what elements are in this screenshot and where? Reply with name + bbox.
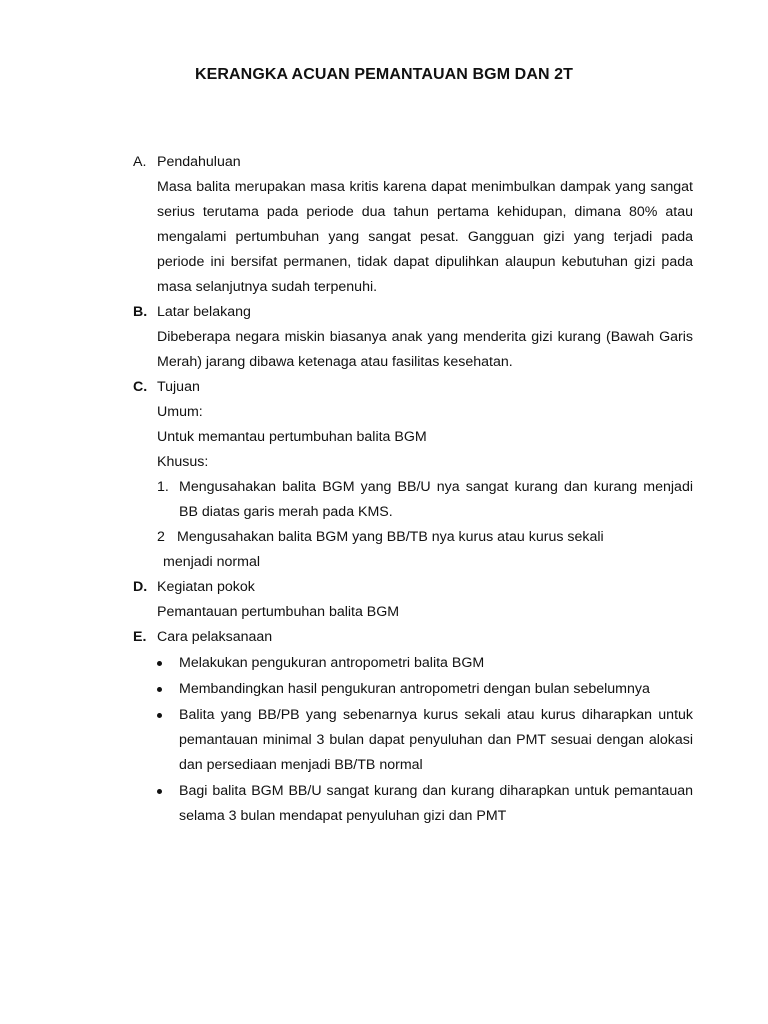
section-kegiatan-pokok xyxy=(133,575,693,625)
bullet-item xyxy=(133,677,693,702)
section-letter: E. xyxy=(133,629,147,645)
bullet-item xyxy=(133,779,693,829)
list-text: Mengusahakan balita BGM yang BB/U nya sangat kurang dan kurang menjadi BB diatas garis merah pada KMS. xyxy=(179,479,693,520)
bullet-text: Bagi balita BGM BB/U sangat kurang dan kurang diharapkan untuk pemantauan selama 3 bulan mendapat penyuluhan gizi dan PMT xyxy=(179,783,693,824)
section-paragraph: Masa balita merupakan masa kritis karena dapat menimbulkan dampak yang sangat serius terutama pada periode dua tahun pertama kehidupan, dimana 80% atau mengalami pertumbuhan yang sangat pesat. Gangguan gizi yang terjadi pada periode ini bersifat permanen, tidak dapat dipulihkan alaupun kebutuhan gizi pada masa selanjutnya sudah terpenuhi. xyxy=(157,179,693,295)
section-heading: Kegiatan pokok xyxy=(157,579,255,595)
list-item xyxy=(157,475,693,525)
list-item xyxy=(157,525,693,550)
section-heading: Cara pelaksanaan xyxy=(157,629,273,645)
section-letter: D. xyxy=(133,579,148,595)
document-body xyxy=(133,150,693,829)
bullet-list xyxy=(133,651,693,829)
bullet-dot-icon xyxy=(133,651,179,676)
section-cara-pelaksanaan xyxy=(133,625,693,829)
bullet-item xyxy=(133,651,693,676)
section-tujuan xyxy=(133,375,693,575)
bullet-item xyxy=(133,703,693,778)
section-heading: Tujuan xyxy=(157,379,200,395)
bullet-text: Balita yang BB/PB yang sebenarnya kurus sekali atau kurus diharapkan untuk pemantauan minimal 3 bulan dapat penyuluhan dan PMT sesuai dengan alokasi dan persediaan menjadi BB/TB normal xyxy=(179,707,693,773)
document-title: KERANGKA ACUAN PEMANTAUAN BGM DAN 2T xyxy=(194,66,574,83)
section-paragraph: Pemantauan pertumbuhan balita BGM xyxy=(157,604,400,620)
section-letter: C. xyxy=(133,379,148,395)
umum-text: Untuk memantau pertumbuhan balita BGM xyxy=(157,429,427,445)
khusus-label: Khusus: xyxy=(157,454,209,470)
section-paragraph: Dibeberapa negara miskin biasanya anak yang menderita gizi kurang (Bawah Garis Merah) jarang dibawa ketenaga atau fasilitas kesehatan. xyxy=(157,329,693,370)
list-text-continuation: menjadi normal xyxy=(163,554,260,570)
section-letter: B. xyxy=(133,304,148,320)
bullet-dot-icon xyxy=(133,677,179,702)
list-text: Mengusahakan balita BGM yang BB/TB nya kurus atau kurus sekali xyxy=(177,529,604,545)
section-letter: A. xyxy=(133,154,147,170)
section-latar-belakang xyxy=(133,300,693,375)
umum-label: Umum: xyxy=(157,404,203,420)
section-pendahuluan xyxy=(133,150,693,300)
bullet-text: Melakukan pengukuran antropometri balita BGM xyxy=(179,655,485,671)
bullet-dot-icon xyxy=(133,779,179,829)
section-heading: Pendahuluan xyxy=(157,154,241,170)
list-number: 1. xyxy=(157,479,169,495)
section-heading: Latar belakang xyxy=(157,304,251,320)
bullet-dot-icon xyxy=(133,703,179,778)
bullet-text: Membandingkan hasil pengukuran antropometri dengan bulan sebelumnya xyxy=(179,681,650,697)
list-number: 2 xyxy=(157,529,165,545)
